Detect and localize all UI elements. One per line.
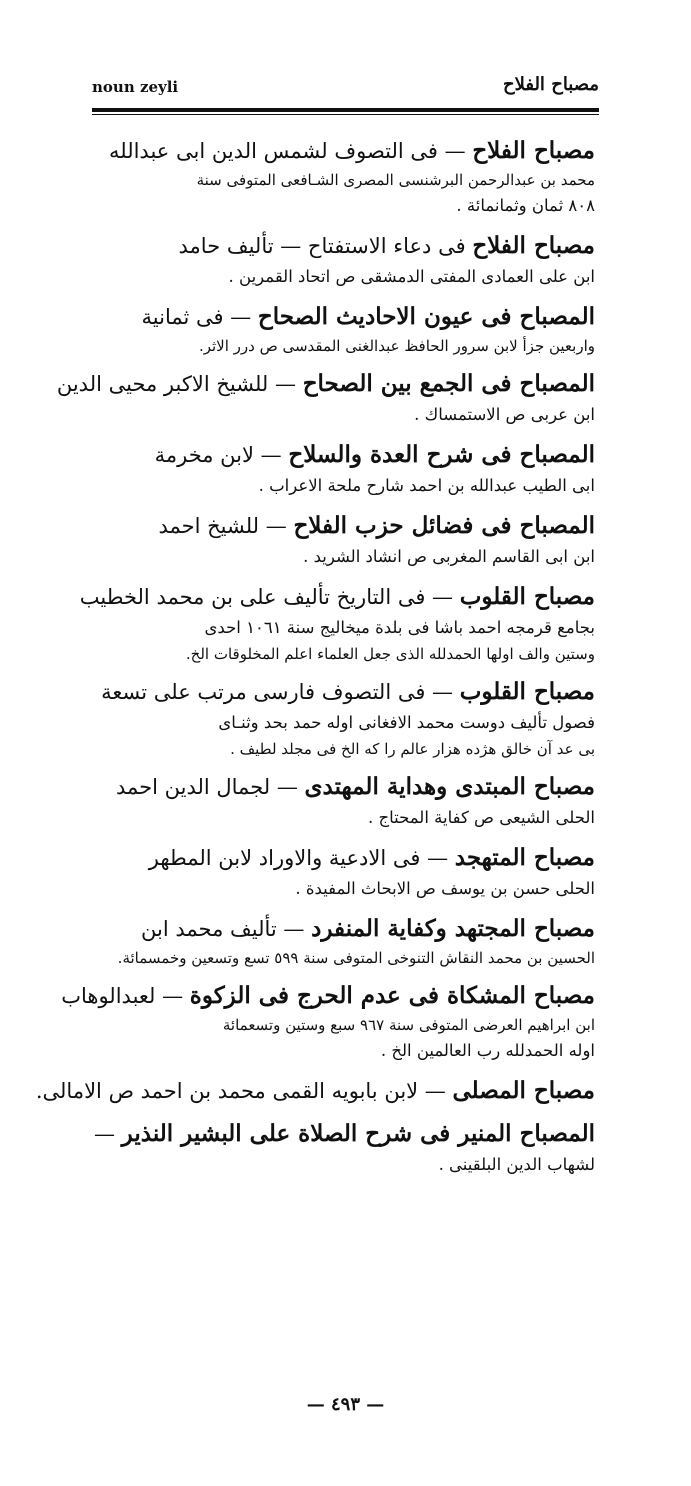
entry-line: ٨٠٨ ثمان وثمانمائة . <box>456 196 595 215</box>
entry-title: المصباح المنير فى شرح الصلاة على البشير النذير <box>121 1120 595 1147</box>
bibliography-entry <box>93 1117 595 1179</box>
entry-heading-line <box>98 675 595 709</box>
entry-line: اوله الحمدلله رب العالمين الخ . <box>380 1041 595 1060</box>
entry-title: مصباح القلوب <box>459 678 595 705</box>
bibliography-entry <box>35 1074 595 1108</box>
entry-heading-line <box>56 367 595 401</box>
entry-line: ابى الطيب عبدالله بن احمد شارح ملحة الاعراب . <box>258 476 595 495</box>
entry-description: — تأليف محمد ابن <box>141 917 305 941</box>
entry-description: — للشيخ احمد <box>158 514 287 538</box>
entry-title: المصباح فى شرح العدة والسلاح <box>288 441 595 468</box>
entry-description: — <box>93 1122 115 1146</box>
entry-heading-line <box>98 229 595 263</box>
bibliography-entry <box>98 509 595 571</box>
entry-line: الحسين بن محمد النقاش التنوخى المتوفى سنة ٥٩٩ تسع وتسعين وخمسمائة. <box>117 949 595 967</box>
bibliography-entry <box>98 770 595 832</box>
entry-heading-line <box>98 912 595 946</box>
entry-line: لشهاب الدين البلقينى . <box>438 1155 595 1174</box>
entry-line: ابن ابراهيم العرضى المتوفى سنة ٩٦٧ سبع وستين وتسعمائة <box>222 1016 595 1034</box>
entry-heading-line <box>93 1117 595 1151</box>
entry-heading-line <box>35 1074 595 1108</box>
entry-title: مصباح المشكاة فى عدم الحرج فى الزكوة <box>189 982 595 1009</box>
bibliography-entry <box>98 675 595 761</box>
entry-line: محمد بن عبدالرحمن البرشنسى المصرى الشـافعى المتوفى سنة <box>196 171 595 189</box>
entry-line: بى عد آن خالق هژده هزار عالم را كه الخ فى مجلد لطيف . <box>230 740 595 758</box>
entry-line: فصول تأليف دوست محمد الافغانى اوله حمد بحد وثنـاى <box>218 713 595 732</box>
entry-title: مصباح الفلاح <box>472 137 595 164</box>
entry-line: الحلى الشيعى ص كفاية المحتاج . <box>367 808 595 827</box>
entry-title: مصباح المبتدى وهداية المهتدى <box>304 773 595 800</box>
entry-heading-line <box>98 770 595 804</box>
entries-list <box>35 134 595 1188</box>
header-label: noun zeyli <box>92 78 179 96</box>
header-rule-thin <box>92 114 599 115</box>
bibliography-entry <box>98 841 595 903</box>
running-header <box>92 74 599 104</box>
entry-title: مصباح المصلى <box>452 1077 595 1104</box>
entry-description: — فى ثمانية <box>141 305 252 329</box>
entry-title: مصباح الفلاح <box>472 232 595 259</box>
entry-description: — فى الادعية والاوراد لابن المطهر <box>148 846 449 870</box>
entry-description: — لابن بابويه القمى محمد بن احمد ص الامالى. <box>35 1079 446 1103</box>
entry-heading-line <box>98 438 595 472</box>
bibliography-entry <box>98 300 595 358</box>
entry-title: مصباح القلوب <box>459 583 595 610</box>
bibliography-entry <box>98 912 595 970</box>
entry-heading-line <box>98 134 595 168</box>
entry-description: — فى التاريخ تأليف على بن محمد الخطيب <box>79 585 454 609</box>
entry-description: فى دعاء الاستفتاح — تأليف حامد <box>178 234 466 258</box>
entry-description: — فى التصوف لشمس الدين ابى عبدالله <box>108 139 466 163</box>
bibliography-entry <box>98 438 595 500</box>
entry-heading-line <box>79 580 595 614</box>
entry-description: — فى التصوف فارسى مرتب على تسعة <box>101 680 454 704</box>
bibliography-entry <box>61 979 595 1065</box>
bibliography-entry <box>98 134 595 220</box>
header-title: مصباح الفلاح <box>502 74 599 95</box>
entry-line: واربعين جزأ لابن سرور الحافظ عبدالغنى المقدسى ص درر الاثر. <box>198 337 595 355</box>
entry-description: — لابن مخرمة <box>154 443 282 467</box>
entry-line: ابن على العمادى المفتى الدمشقى ص اتحاد القمرين . <box>228 267 595 286</box>
entry-description: — لعبدالوهاب <box>61 984 184 1008</box>
page-number: — ٤٩٣ — <box>306 1394 385 1415</box>
entry-heading-line <box>98 841 595 875</box>
entry-title: مصباح المجتهد وكفاية المنفرد <box>311 915 595 942</box>
entry-heading-line <box>98 300 595 334</box>
entry-heading-line <box>61 979 595 1013</box>
entry-title: المصباح فى فضائل حزب الفلاح <box>293 512 595 539</box>
entry-heading-line <box>98 509 595 543</box>
entry-line: ابن عربى ص الاستمساك . <box>414 405 595 424</box>
bibliography-entry <box>98 229 595 291</box>
entry-description: — لجمال الدين احمد <box>115 775 298 799</box>
entry-line: ابن ابى القاسم المغربى ص انشاد الشريد . <box>303 547 595 566</box>
entry-title: المصباح فى عيون الاحاديث الصحاح <box>257 303 595 330</box>
entry-description: — للشيخ الاكبر محيى الدين <box>56 372 296 396</box>
header-rule <box>92 108 599 112</box>
entry-line: الحلى حسن بن يوسف ص الابحاث المفيدة . <box>295 879 595 898</box>
entry-line: بجامع قرمجه احمد باشا فى بلدة ميخاليج سنة ١٠٦١ احدى <box>204 618 595 637</box>
entry-title: مصباح المتهجد <box>454 844 595 871</box>
bibliography-entry <box>79 580 595 666</box>
entry-line: وستين والف اولها الحمدلله الذى جعل العلماء اعلم المخلوقات الخ. <box>185 645 595 663</box>
entry-title: المصباح فى الجمع بين الصحاح <box>302 370 595 397</box>
bibliography-entry <box>56 367 595 429</box>
